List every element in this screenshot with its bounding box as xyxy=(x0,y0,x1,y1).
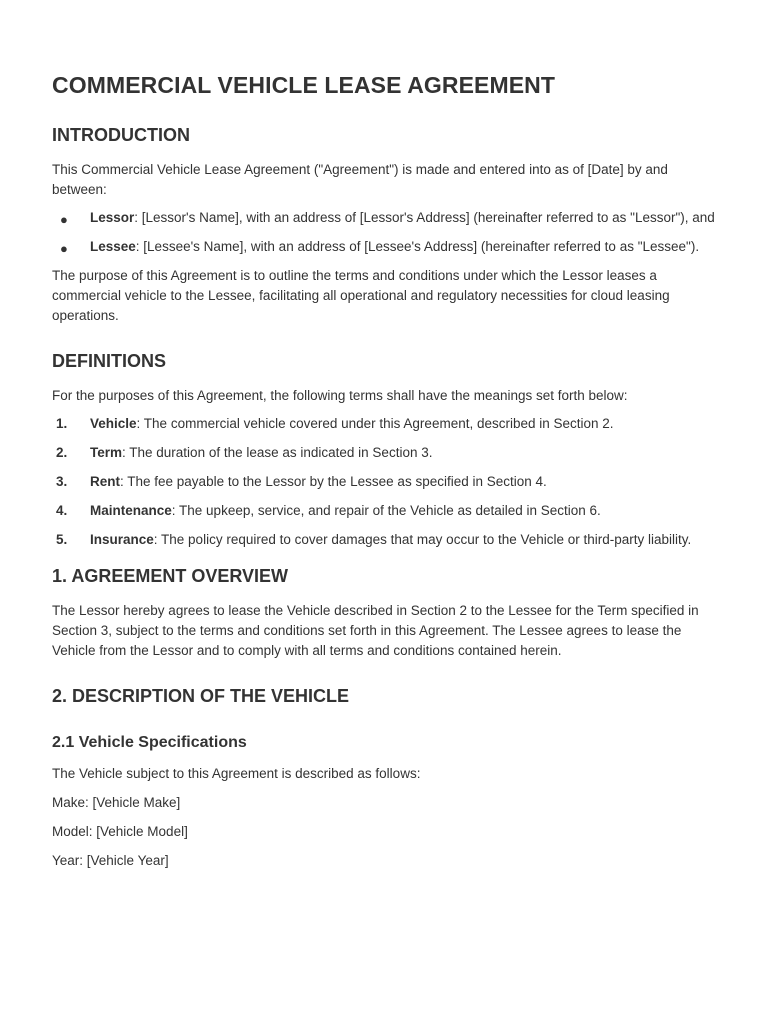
introduction-opening: This Commercial Vehicle Lease Agreement ("Agreement") is made and entered into as of [Date] by and between: xyxy=(52,162,668,197)
definition-text: : The commercial vehicle covered under this Agreement, described in Section 2. xyxy=(136,416,614,431)
item-number: 4. xyxy=(56,503,68,518)
list-item xyxy=(52,472,720,492)
item-number: 2. xyxy=(56,445,68,460)
party-term: Lessor xyxy=(90,210,135,225)
bullet-icon: ● xyxy=(60,212,68,227)
vehicle-make-field: Make: [Vehicle Make] xyxy=(52,795,181,810)
specifications-heading: 2.1 Vehicle Specifications xyxy=(52,734,247,751)
definition-term: Maintenance xyxy=(90,503,172,518)
definition-term: Vehicle xyxy=(90,416,137,431)
list-item xyxy=(52,501,720,521)
item-number: 5. xyxy=(56,532,68,547)
party-text: : [Lessor's Name], with an address of [Lessor's Address] (hereinafter referred to as "Lessor"), and xyxy=(134,210,715,225)
definition-text: : The fee payable to the Lessor by the Lessee as specified in Section 4. xyxy=(120,474,547,489)
definitions-intro: For the purposes of this Agreement, the following terms shall have the meanings set forth below: xyxy=(52,388,628,403)
vehicle-model-field: Model: [Vehicle Model] xyxy=(52,824,188,839)
party-term: Lessee xyxy=(90,239,136,254)
definitions-list xyxy=(52,414,720,550)
item-number: 3. xyxy=(56,474,68,489)
list-item xyxy=(52,530,720,550)
list-item xyxy=(52,237,720,257)
document-page xyxy=(52,70,720,871)
definition-term: Rent xyxy=(90,474,120,489)
vehicle-year-field: Year: [Vehicle Year] xyxy=(52,853,169,868)
introduction-purpose: The purpose of this Agreement is to outline the terms and conditions under which the Lessor leases a commercial vehicle to the Lessee, facilitating all operational and regulatory necessities for cloud leasing operations. xyxy=(52,268,670,323)
overview-text: The Lessor hereby agrees to lease the Vehicle described in Section 2 to the Lessee for the Term specified in Section 3, subject to the terms and conditions set forth in this Agreement. The Lessee agrees to lease the Vehicle from the Lessor and to comply with all terms and conditions contained herein. xyxy=(52,603,699,658)
definition-term: Insurance xyxy=(90,532,154,547)
item-number: 1. xyxy=(56,416,68,431)
definitions-heading: DEFINITIONS xyxy=(52,351,167,371)
definition-text: : The upkeep, service, and repair of the Vehicle as detailed in Section 6. xyxy=(171,503,601,518)
definition-text: : The policy required to cover damages that may occur to the Vehicle or third-party liability. xyxy=(153,532,692,547)
list-item xyxy=(52,414,720,434)
list-item xyxy=(52,208,720,228)
overview-heading: 1. AGREEMENT OVERVIEW xyxy=(52,566,289,586)
definition-term: Term xyxy=(90,445,123,460)
party-text: : [Lessee's Name], with an address of [Lessee's Address] (hereinafter referred to as "Lessee"). xyxy=(135,239,700,254)
parties-list xyxy=(52,208,720,257)
bullet-icon: ● xyxy=(60,241,68,256)
document-title: COMMERCIAL VEHICLE LEASE AGREEMENT xyxy=(52,72,556,98)
description-heading: 2. DESCRIPTION OF THE VEHICLE xyxy=(52,686,350,706)
specifications-intro: The Vehicle subject to this Agreement is described as follows: xyxy=(52,766,421,781)
list-item xyxy=(52,443,720,463)
introduction-heading: INTRODUCTION xyxy=(52,125,190,145)
definition-text: : The duration of the lease as indicated in Section 3. xyxy=(122,445,433,460)
